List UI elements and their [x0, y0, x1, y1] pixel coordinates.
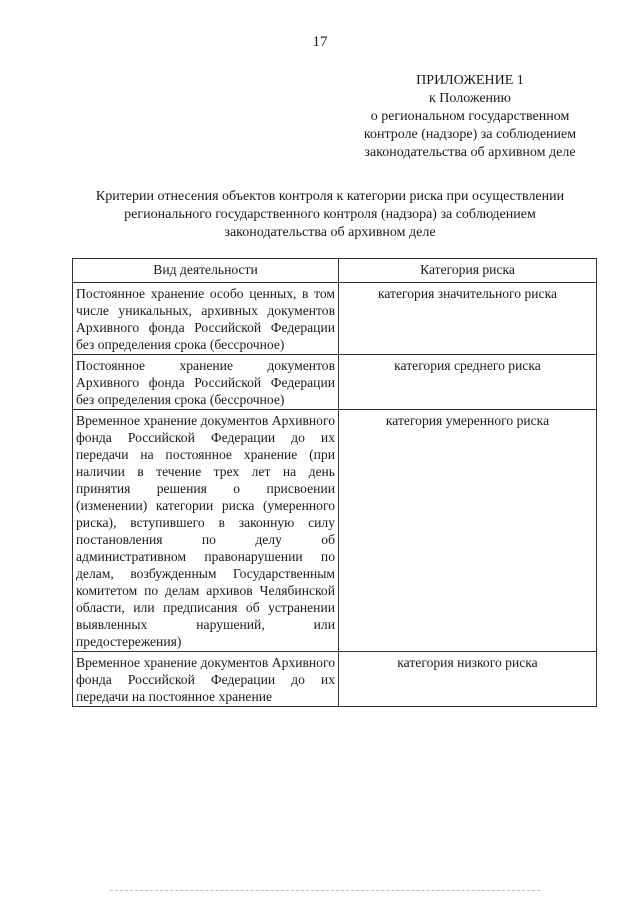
- appendix-line: контроле (надзоре) за соблюдением: [363, 127, 577, 142]
- page-number: 17: [312, 34, 328, 50]
- page-bottom-divider: [110, 890, 540, 891]
- table-row: [73, 410, 597, 652]
- criteria-title-line: Критерии отнесения объектов контроля к категории риска при осуществлении: [95, 189, 565, 204]
- activity-cell: Постоянное хранение документов Архивного фонда Российской Федерации без определения срока (бессрочное): [73, 355, 339, 410]
- table-row: [73, 652, 597, 707]
- risk-category-cell: категория значительного риска: [339, 283, 597, 355]
- criteria-title-line: законодательства об архивном деле: [224, 225, 436, 240]
- risk-category-cell: категория низкого риска: [339, 652, 597, 707]
- risk-category-cell: категория среднего риска: [339, 355, 597, 410]
- header-activity-type: Вид деятельности: [73, 259, 339, 283]
- criteria-title-line: регионального государственного контроля (надзора) за соблюдением: [124, 207, 536, 222]
- activity-cell: Постоянное хранение особо ценных, в том числе уникальных, архивных документов Архивного фонда Российской Федерации без определения срока (бессрочное): [73, 283, 339, 355]
- header-risk-category: Категория риска: [339, 259, 597, 283]
- risk-criteria-table: [72, 258, 597, 707]
- table-row: [73, 283, 597, 355]
- appendix-line: к Положению: [428, 91, 511, 106]
- appendix-line: ПРИЛОЖЕНИЕ 1: [416, 73, 524, 88]
- activity-cell: Временное хранение документов Архивного фонда Российской Федерации до их передачи на постоянное хранение (при наличии в течение трех лет на день принятия решения о присвоении (изменении) категории риска (умеренного риска), вступившего в законную силу постановления по делу об административном правонарушении по делам, возбужденным Государственным комитетом по делам архивов Челябинской области, или предписания об устранении выявленных нарушений, или предостережения): [73, 410, 339, 652]
- activity-cell: Временное хранение документов Архивного фонда Российской Федерации до их передачи на постоянное хранение: [73, 652, 339, 707]
- appendix-line: о региональном государственном: [370, 109, 570, 124]
- table-header-row: [73, 259, 597, 283]
- criteria-title: [60, 188, 600, 242]
- table-row: [73, 355, 597, 410]
- appendix-header: [320, 72, 620, 162]
- risk-category-cell: категория умеренного риска: [339, 410, 597, 652]
- appendix-line: законодательства об архивном деле: [364, 145, 576, 160]
